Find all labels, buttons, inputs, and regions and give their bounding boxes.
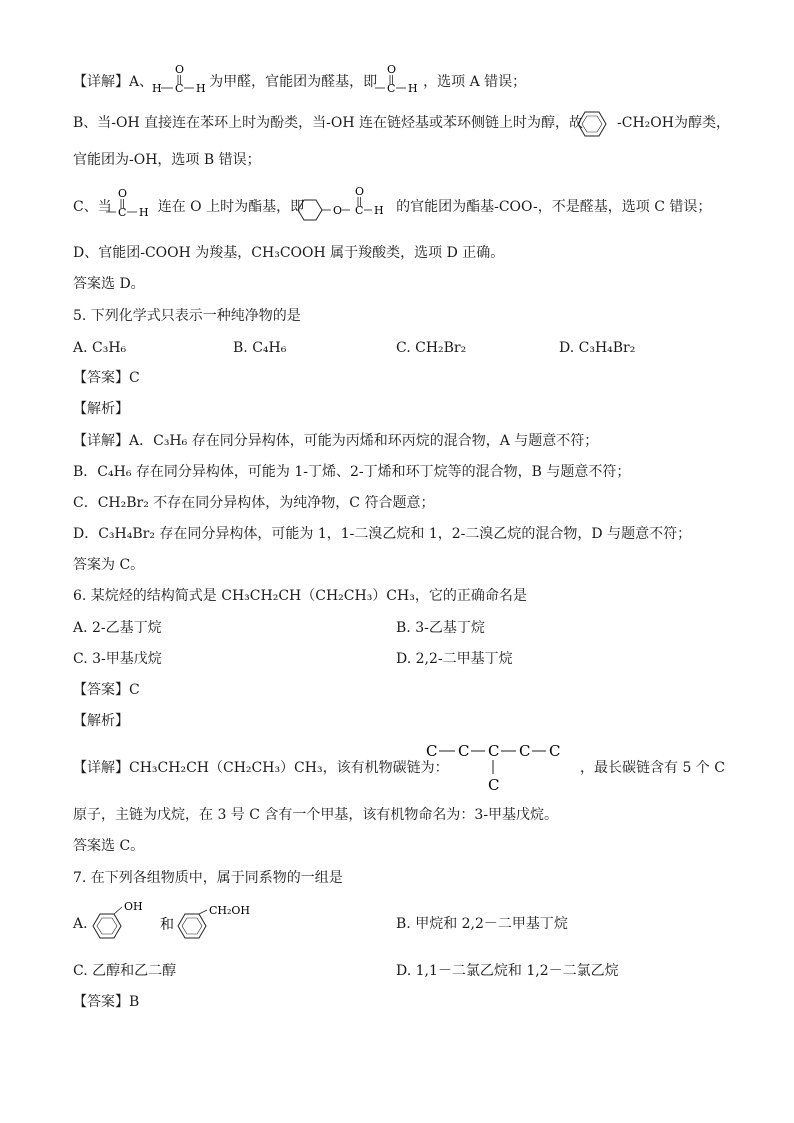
q5-detail-a: [73, 431, 598, 451]
detail-tag: 【详解】: [73, 74, 129, 90]
q4-detail-c: [73, 197, 711, 217]
q6-option-c: C. 3-甲基戊烷: [73, 651, 162, 667]
svg-text:H: H: [139, 206, 149, 219]
answer-tag: 【答案】: [73, 682, 129, 698]
q5-detail-c: C．CH₂Br₂ 不存在同分异构体，为纯净物，C 符合题意；: [73, 495, 435, 511]
formaldehyde-structure: [148, 62, 208, 98]
q6-analysis-tag: 【解析】: [73, 713, 129, 729]
svg-text:OH: OH: [124, 900, 143, 913]
svg-text:C: C: [488, 776, 500, 794]
q6-answer: [73, 680, 140, 700]
svg-text:和: 和: [160, 917, 174, 933]
q5-question: 5. 下列化学式只表示一种纯净物的是: [73, 308, 301, 324]
svg-text:O: O: [387, 63, 397, 76]
svg-text:C: C: [458, 742, 470, 760]
svg-text:CH₂OH: CH₂OH: [209, 904, 251, 917]
detail-c-suffix: 的官能团为酯基-COO-，不是醛基，选项 C 错误；: [396, 199, 712, 215]
aldehyde-group-structure-2: [104, 186, 152, 222]
svg-text:H: H: [408, 82, 418, 95]
q5-detail-b: B．C₄H₆ 存在同分异构体，可能为 1-丁烯、2-丁烯和环丁烷等的混合物，B 与题意不符；: [73, 464, 631, 480]
q5-option-d: D. C₃H₄Br₂: [559, 340, 636, 356]
q6-detail-2: ，最长碳链含有 5 个 C: [580, 760, 725, 776]
q7-option-b: B. 甲烷和 2,2－二甲基丁烷: [396, 916, 568, 932]
q4-detail-b-2: 官能团为-OH，选项 B 错误；: [73, 152, 261, 168]
q5-conclusion: 答案为 C。: [73, 557, 145, 573]
q5-answer: [73, 368, 140, 388]
q7-option-d: D. 1,1－二氯乙烷和 1,2－二氯乙烷: [396, 963, 619, 979]
svg-text:H: H: [152, 82, 162, 95]
q7-answer: [73, 992, 139, 1012]
q5-option-b: B. C₄H₆: [233, 340, 287, 356]
svg-text:C: C: [118, 206, 127, 219]
svg-text:C: C: [387, 82, 396, 95]
detail-a-text: A．C₃H₆ 存在同分异构体，可能为丙烯和环丙烷的混合物，A 与题意不符；: [129, 433, 599, 449]
detail-c-prefix: C、当: [73, 199, 112, 215]
q6-conclusion: 答案选 C。: [73, 838, 145, 854]
q7-option-a-structures: [90, 898, 260, 946]
q6-option-a: A. 2-乙基丁烷: [73, 620, 162, 636]
formate-ester-structure: [295, 184, 387, 222]
detail-a-prefix: A、: [129, 74, 154, 90]
aldehyde-group-structure: [373, 62, 421, 98]
q5-option-c: C. CH₂Br₂: [396, 340, 467, 356]
benzene-ring-icon: [575, 110, 611, 138]
detail-a-mid: 为甲醛，官能团为醛基，即: [209, 74, 378, 90]
svg-text:C: C: [355, 204, 364, 217]
q5-option-a: A. C₃H₆: [73, 340, 127, 356]
svg-text:H: H: [196, 82, 206, 95]
q6-detail-1: 【详解】CH₃CH₂CH（CH₂CH₃）CH₃，该有机物碳链为：: [73, 760, 449, 776]
detail-c-mid: 连在 O 上时为酯基，即: [157, 199, 305, 215]
q7-question: 7. 在下列各组物质中，属于同系物的一组是: [73, 870, 343, 886]
detail-a-suffix: ，选项 A 错误；: [423, 74, 527, 90]
q4-answer: 答案选 D。: [73, 276, 145, 292]
answer-value: C: [129, 370, 140, 386]
svg-text:C: C: [175, 82, 184, 95]
answer-value: B: [129, 994, 140, 1010]
svg-text:H: H: [374, 204, 384, 217]
svg-text:C: C: [549, 742, 561, 760]
svg-text:O: O: [118, 187, 128, 200]
q4-detail-d: D、官能团-COOH 为羧基，CH₃COOH 属于羧酸类，选项 D 正确。: [73, 245, 505, 261]
svg-text:O: O: [175, 63, 185, 76]
q6-option-b: B. 3-乙基丁烷: [396, 620, 485, 636]
carbon-chain-structure: [422, 738, 572, 796]
svg-text:C: C: [519, 742, 531, 760]
svg-text:C: C: [426, 742, 438, 760]
q6-question: 6. 某烷烃的结构简式是 CH₃CH₂CH（CH₂CH₃）CH₃，它的正确命名是: [73, 588, 527, 604]
svg-text:C: C: [488, 742, 500, 760]
answer-tag: 【答案】: [73, 994, 129, 1010]
q5-detail-d: D．C₃H₄Br₂ 存在同分异构体，可能为 1，1-二溴乙烷和 1，2-二溴乙烷的混合物，D 与题意不符；: [73, 526, 692, 542]
q5-analysis-tag: 【解析】: [73, 401, 129, 417]
q6-option-d: D. 2,2-二甲基丁烷: [396, 651, 513, 667]
svg-text:O: O: [333, 204, 343, 217]
q7-option-c: C. 乙醇和乙二醇: [73, 963, 177, 979]
answer-value: C: [129, 682, 140, 698]
q4-detail-b: [73, 113, 730, 133]
q4-detail-a: [73, 72, 526, 92]
q6-detail-3: 原子，主链为戊烷，在 3 号 C 含有一个甲基，该有机物命名为：3-甲基戊烷。: [73, 807, 559, 823]
detail-tag: 【详解】: [73, 433, 129, 449]
detail-b-benzyl: -CH₂OH为醇类，: [617, 115, 730, 131]
q7-option-a-label: A.: [73, 916, 88, 932]
answer-tag: 【答案】: [73, 370, 129, 386]
svg-text:O: O: [355, 185, 365, 198]
detail-b-text: B、当-OH 直接连在苯环上时为酚类，当-OH 连在链烃基或苯环侧链上时为醇，故: [73, 115, 584, 131]
